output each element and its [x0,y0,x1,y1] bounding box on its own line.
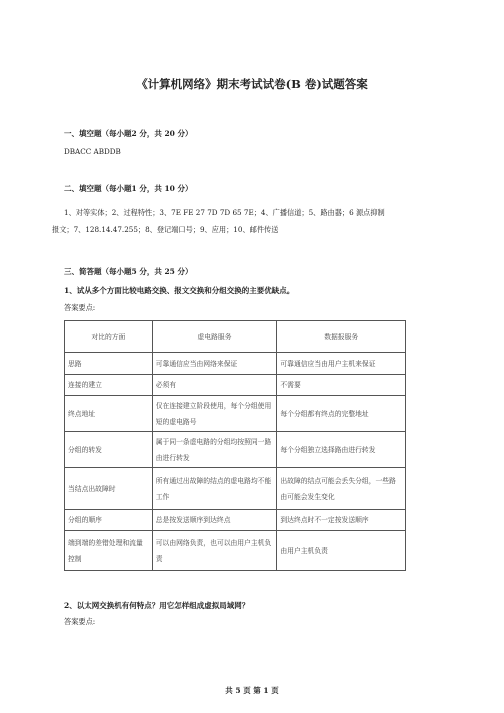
table-cell: 总是按发送顺序到达终点 [152,510,277,531]
table-row [65,396,406,432]
table-header-cell: 对比的方面 [65,321,153,353]
table-cell: 每个分组都有终点的完整地址 [277,396,406,432]
table-cell: 不需要 [277,375,406,396]
table-cell: 到达终点时不一定按发送顺序 [277,510,406,531]
question-2-note: 答案要点: [64,617,96,626]
table-row [65,353,406,375]
table-header-cell: 数据报服务 [277,321,406,353]
question-1-note: 答案要点: [64,303,96,312]
table-cell: 可靠通信应当由网络来保证 [152,353,277,375]
table-row [65,468,406,510]
table-cell: 每个分组独立选择路由进行转发 [277,432,406,468]
table-cell: 当结点出故障时 [65,468,153,510]
comparison-table [64,320,406,571]
table-cell: 可靠通信应当由用户主机来保证 [277,353,406,375]
table-cell: 端到端的差错处理和流量控制 [65,531,153,571]
table-cell: 终点地址 [65,396,153,432]
table-cell: 分组的转发 [65,432,153,468]
section1-heading: 一、填空题（每小题2 分，共 20 分） [64,129,193,138]
table-row [65,375,406,396]
section3-heading: 三、简答题（每小题5 分，共 25 分） [64,267,193,276]
table-cell: 连接的建立 [65,375,153,396]
table-cell: 由用户主机负责 [277,531,406,571]
table-cell: 思路 [65,353,153,375]
section1-answer: DBACC ABDDB [64,147,121,156]
table-header-row [65,321,406,353]
table-header-cell: 虚电路服务 [152,321,277,353]
table-cell: 分组的顺序 [65,510,153,531]
table-cell: 必须有 [152,375,277,396]
table-cell: 出故障的结点可能会丢失分组，一些路由可能会发生变化 [277,468,406,510]
section2-answer-line1: 1、对等实体；2、过程特性；3、7E FE 27 7D 7D 65 7E；4、广播信道；5、路由器；6 源点抑制 [64,208,385,217]
question-2: 2、以太网交换机有何特点？用它怎样组成虚拟局域网？ [64,601,250,610]
table-row [65,531,406,571]
section2-answer-line2: 报文；7、128.14.47.255；8、登记端口号；9、应用；10、邮件传送 [52,225,279,234]
table-row [65,432,406,468]
table-cell: 可以由网络负责，也可以由用户主机负责 [152,531,277,571]
page-footer: 共 5 页 第 1 页 [225,686,279,695]
section2-heading: 二、填空题（每小题1 分，共 10 分） [64,184,193,193]
table-cell: 属于同一条虚电路的分组均按照同一路由进行转发 [152,432,277,468]
table-row [65,510,406,531]
document-title: 《计算机网络》期末考试试卷(B 卷)试题答案 [136,77,368,91]
table-cell: 所有通过出故障的结点的虚电路均不能工作 [152,468,277,510]
question-1: 1、试从多个方面比较电路交换、报文交换和分组交换的主要优缺点。 [64,286,295,295]
table-cell: 仅在连接建立阶段使用，每个分组使用短的虚电路号 [152,396,277,432]
